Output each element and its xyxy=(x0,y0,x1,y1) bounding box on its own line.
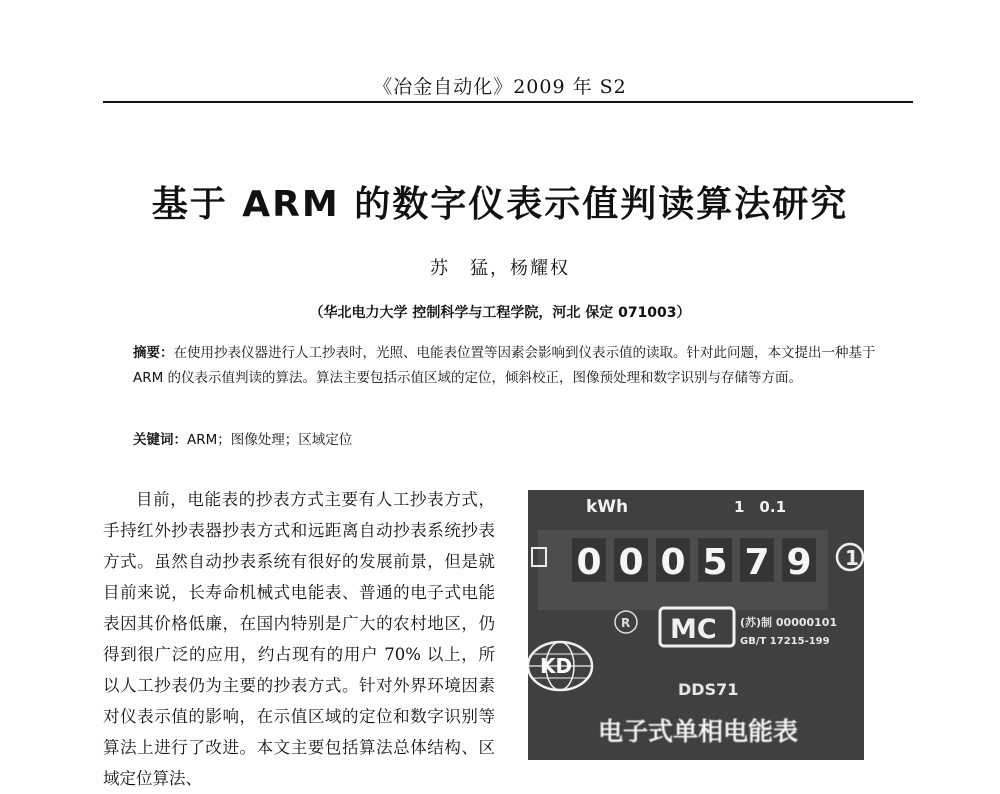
abstract-label: 摘要： xyxy=(133,345,174,361)
body-paragraph: 目前，电能表的抄表方式主要有人工抄表方式，手持红外抄表器抄表方式和远距离自动抄表系统抄表方式。虽然自动抄表系统有很好的发展前景，但是就目前来说，长寿命机械式电能表、普通的电子式电能表因其价格低廉，在国内特别是广大的农村地区，仍得到很广泛的应用，约占现有的用户 70% 以上，所以人工抄表仍为主要的抄表方式。针对外界环境因素对仪表示值的影响，在示值区域的定位和数字识别等算法上进行了改进。本文主要包括算法总体结构、区域定位算法、 xyxy=(103,490,495,788)
meter-digit: 0 xyxy=(660,542,686,583)
meter-digit: 0 xyxy=(576,542,602,583)
svg-text:1: 1 xyxy=(845,546,859,570)
header-rule xyxy=(103,101,913,103)
meter-unit: kWh xyxy=(586,497,629,517)
brand-logo: MC xyxy=(670,614,717,645)
meter-digit: 7 xyxy=(744,542,770,583)
meter-digit: 0 xyxy=(618,542,644,583)
svg-text:R: R xyxy=(621,616,631,630)
meter-digit: 5 xyxy=(702,542,728,583)
journal-header: 《冶金自动化》2009 年 S2 xyxy=(373,76,627,98)
meter-photo xyxy=(528,490,864,760)
meter-digit: 9 xyxy=(786,542,812,583)
keywords xyxy=(133,428,893,448)
meter-photo-figure xyxy=(528,490,864,760)
paper-title: 基于 ARM 的数字仪表示值判读算法研究 xyxy=(151,184,849,225)
meter-type-label: 电子式单相电能表 xyxy=(598,717,799,746)
keywords-label: 关键词： xyxy=(133,432,187,448)
affiliation: （华北电力大学 控制科学与工程学院，河北 保定 071003） xyxy=(309,305,691,321)
meter-rating: 1 0.1 xyxy=(734,498,787,516)
abstract-text: 在使用抄表仪器进行人工抄表时，光照、电能表位置等因素会影响到仪表示值的读取。针对此问题，本文提出一种基于 ARM 的仪表示值判读的算法。算法主要包括示值区域的定位，倾斜校正，图像预处理和数字识别与存储等方面。 xyxy=(133,345,876,386)
abstract xyxy=(133,341,893,391)
keywords-text: ARM；图像处理；区域定位 xyxy=(187,432,353,448)
standard-text: GB/T 17215-199 xyxy=(740,636,830,647)
maker-logo: KD xyxy=(540,654,573,678)
meter-model: DDS71 xyxy=(678,680,739,699)
cert-text: (苏)制 00000101 xyxy=(740,616,838,629)
authors: 苏 猛，杨耀权 xyxy=(430,258,570,279)
